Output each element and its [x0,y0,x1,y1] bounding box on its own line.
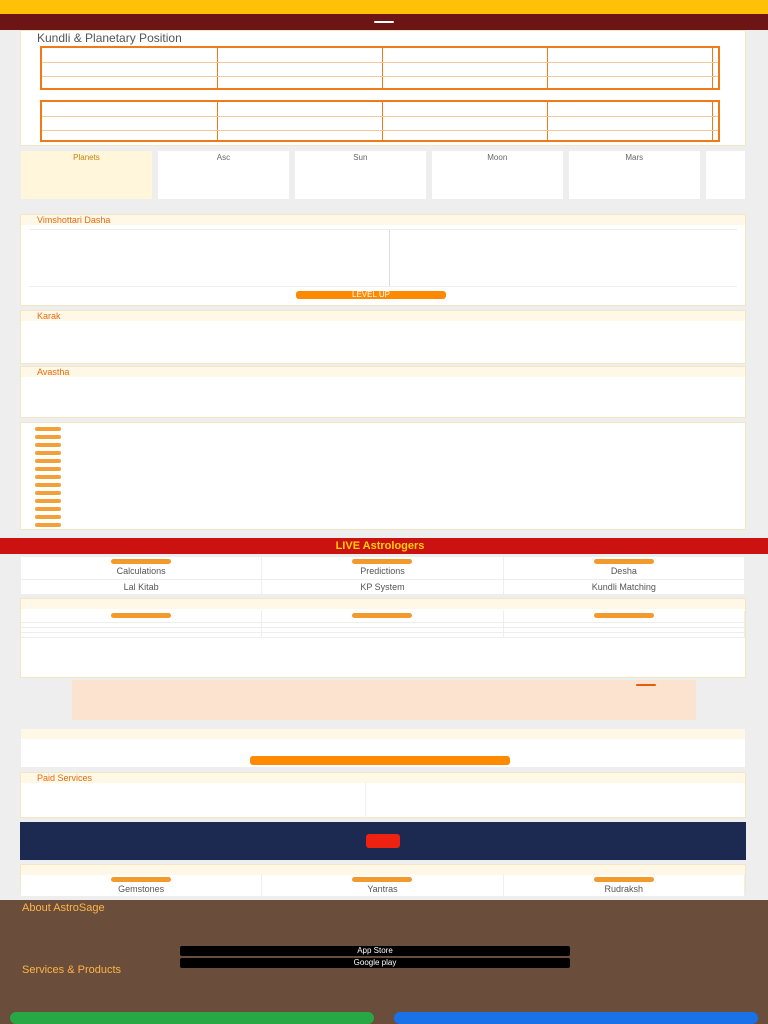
list-item[interactable] [21,457,745,465]
list-item[interactable] [21,505,745,513]
talk-to-astrologer-button[interactable] [10,1012,374,1024]
level-up-button[interactable]: LEVEL UP [296,291,446,299]
tool-item[interactable]: Calculations [21,557,262,580]
list-item[interactable] [21,513,745,521]
list-item[interactable] [21,497,745,505]
other-reports-title [21,599,745,609]
premium-astrologers-promo[interactable] [72,680,696,720]
shop-item[interactable]: Yantras [262,875,503,897]
paid-services-card [20,772,746,818]
list-item[interactable] [21,425,745,433]
lagna-chart[interactable] [40,46,720,90]
list-bullet-icon [35,491,61,495]
app-store-button[interactable]: App Store [180,946,570,956]
karak-title: Karak [21,311,745,321]
list-item[interactable] [21,473,745,481]
tools-grid [20,556,746,596]
list-bullet-icon [35,507,61,511]
planet-column: Moon [431,150,564,200]
banner-button[interactable] [374,21,394,23]
list-item[interactable] [21,489,745,497]
about-title: About AstroSage [22,902,105,914]
list-item[interactable] [21,441,745,449]
report-icon [111,613,171,618]
google-play-button[interactable]: Google play [180,958,570,968]
list-bullet-icon [35,499,61,503]
vimshottari-title: Vimshottari Dasha [21,215,745,225]
rudraksh-icon [594,877,654,882]
list-bullet-icon [35,427,61,431]
tool-item[interactable]: Desha [504,557,745,580]
gemstone-icon [111,877,171,882]
top-banner[interactable] [0,14,768,30]
list-bullet-icon [35,475,61,479]
shop-item[interactable]: Rudraksh [504,875,745,897]
dasha-table[interactable] [29,229,737,287]
youtube-banner[interactable] [20,822,746,860]
other-reports-grid [21,611,745,638]
tool-item[interactable]: KP System [262,580,503,596]
tool-icon [594,559,654,564]
list-item[interactable] [21,449,745,457]
avastha-card [20,366,746,418]
other-reports-card [20,598,746,678]
footer [0,900,768,1024]
tool-icon [111,559,171,564]
report-icon [594,613,654,618]
tool-icon [352,559,412,564]
report-item[interactable] [504,633,745,638]
list-item[interactable] [21,481,745,489]
bottom-action-bar [0,1012,768,1024]
avastha-title: Avastha [21,367,745,377]
planet-details-strip[interactable] [20,150,746,200]
report-item[interactable] [21,633,262,638]
list-bullet-icon [35,459,61,463]
ask-title [21,729,745,739]
top-nav-bar [0,0,768,14]
planet-column: Asc [157,150,290,200]
report-list-card [20,422,746,530]
live-astrologers-banner[interactable] [0,538,768,554]
planet-column: Mars [568,150,701,200]
list-item[interactable] [21,521,745,529]
planet-column [705,150,746,200]
karak-card [20,310,746,364]
report-icon [352,613,412,618]
report-item[interactable] [262,611,503,623]
report-item[interactable] [21,611,262,623]
chat-with-astrologer-button[interactable] [394,1012,758,1024]
shopping-store-card [20,864,746,892]
navamsa-chart[interactable] [40,100,720,142]
tool-item[interactable]: Lal Kitab [21,580,262,596]
list-bullet-icon [35,467,61,471]
yantra-icon [352,877,412,882]
tool-item[interactable]: Predictions [262,557,503,580]
shopping-title [21,865,745,875]
report-item[interactable] [504,611,745,623]
list-bullet-icon [35,483,61,487]
tool-item[interactable]: Kundli Matching [504,580,745,596]
list-item[interactable] [21,433,745,441]
youtube-play-icon [366,834,400,848]
live-title: LIVE Astrologers [335,540,425,552]
paid-services-title: Paid Services [21,773,745,783]
list-bullet-icon [35,451,61,455]
promo-button[interactable] [636,684,656,686]
report-item[interactable] [262,633,503,638]
list-bullet-icon [35,515,61,519]
planet-column: Planets [20,150,153,200]
planet-column: Sun [294,150,427,200]
kundli-title: Kundli & Planetary Position [21,31,745,45]
list-bullet-icon [35,443,61,447]
list-item[interactable] [21,465,745,473]
shop-item[interactable]: Gemstones [21,875,262,897]
order-now-button[interactable] [250,756,510,765]
list-bullet-icon [35,435,61,439]
list-bullet-icon [35,523,61,527]
shopping-grid [21,875,745,897]
services-title: Services & Products [22,964,122,976]
